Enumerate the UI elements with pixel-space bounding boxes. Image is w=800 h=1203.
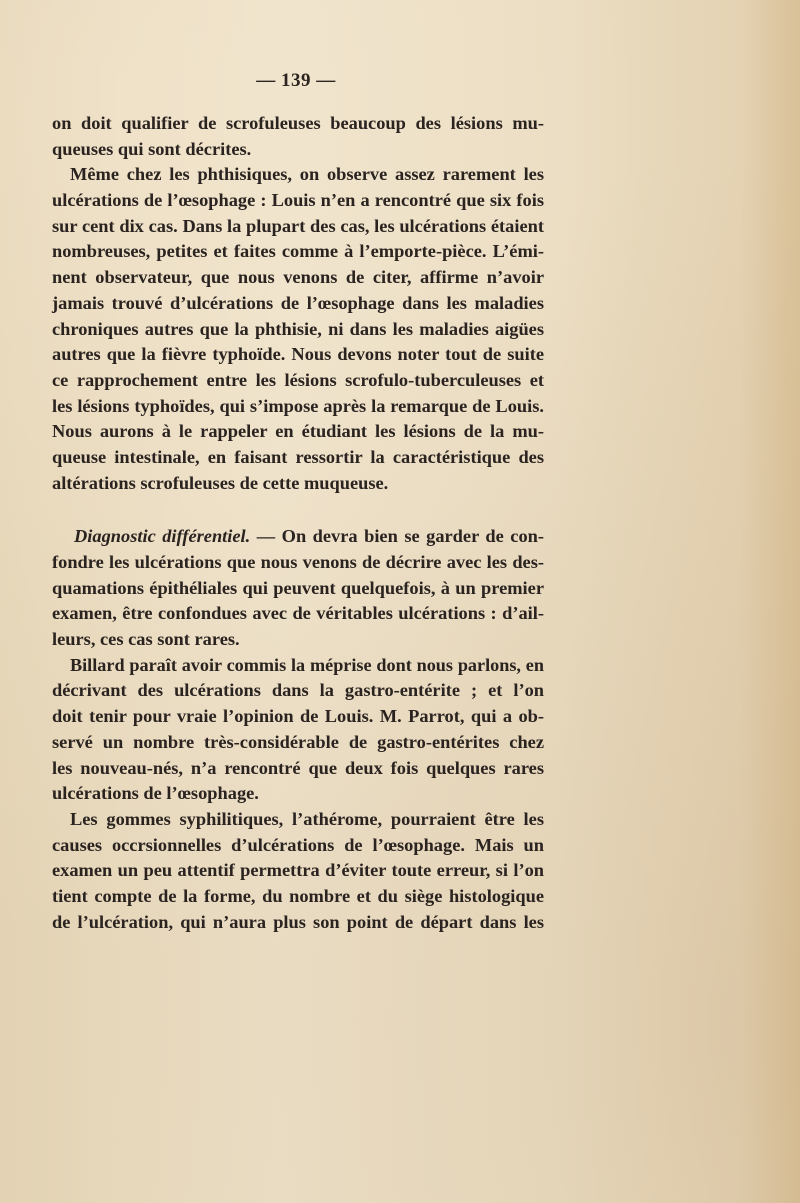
text-run: — On devra bien se garder de con-	[250, 526, 544, 547]
text-line: sur cent dix cas. Dans la plupart des cas, les ulcérations étaient	[52, 215, 544, 236]
text-line: nombreuses, petites et faites comme à l’emporte-pièce. L’émi-	[52, 241, 544, 262]
text-line: causes occrsionnelles d’ulcérations de l’œsophage. Mais un	[52, 834, 544, 855]
text-line: Même chez les phthisiques, on observe assez rarement les	[70, 164, 544, 185]
text-line: fondre les ulcérations que nous venons de décrire avec les des-	[52, 552, 544, 572]
page-body	[52, 111, 544, 935]
text-line: ulcérations de l’œsophage : Louis n’en a rencontré que six fois	[52, 190, 544, 211]
text-line: examen un peu attentif permettra d’éviter toute erreur, si l’on	[52, 860, 544, 881]
text-line: Billard paraît avoir commis la méprise dont nous parlons, en	[70, 654, 544, 675]
text-line: de l’ulcération, qui n’aura plus son point de départ dans les	[52, 911, 544, 932]
text-line: autres que la fièvre typhoïde. Nous devons noter tout de suite	[52, 344, 544, 365]
text-line: les lésions typhoïdes, qui s’impose après la remarque de Louis.	[52, 395, 544, 416]
paragraph	[52, 807, 544, 935]
text-line: queuse intestinale, en faisant ressortir la caractéristique des	[52, 446, 544, 467]
text-line: nent observateur, que nous venons de citer, affirme n’avoir	[52, 267, 544, 288]
section-heading: Diagnostic différentiel.	[74, 526, 251, 547]
page-edge-shading	[740, 0, 800, 1203]
text-line: servé un nombre très-considérable de gastro-entérites chez	[52, 731, 544, 752]
text-line: jamais trouvé d’ulcérations de l’œsophage dans les maladies	[52, 292, 544, 313]
text-line: on doit qualifier de scrofuleuses beaucoup des lésions mu-	[52, 113, 544, 133]
text-line: altérations scrofuleuses de cette muqueuse.	[52, 472, 389, 493]
text-line: les nouveau-nés, n’a rencontré que deux fois quelques rares	[52, 757, 544, 778]
paragraph	[52, 524, 544, 652]
text-line: chroniques autres que la phthisie, ni dans les maladies aigües	[52, 318, 544, 339]
paragraph	[52, 111, 544, 162]
text-line: quamations épithéliales qui peuvent quelquefois, à un premier	[52, 577, 544, 598]
text-line: décrivant des ulcérations dans la gastro-entérite ; et l’on	[52, 680, 544, 701]
text-line: examen, être confondues avec de véritables ulcérations : d’ail-	[52, 603, 544, 624]
paragraph	[52, 653, 544, 807]
text-line: doit tenir pour vraie l’opinion de Louis. M. Parrot, qui a ob-	[52, 706, 544, 727]
text-line: queuses qui sont décrites.	[52, 138, 252, 159]
text-line: tient compte de la forme, du nombre et du siège histologique	[52, 885, 544, 906]
text-line: leurs, ces cas sont rares.	[52, 629, 240, 650]
text-line: ce rapprochement entre les lésions scrofulo-tuberculeuses et	[52, 369, 544, 390]
text-line: Nous aurons à le rappeler en étudiant les lésions de la mu-	[52, 421, 544, 442]
text-line	[52, 524, 544, 550]
page-number: — 139 —	[256, 70, 336, 91]
section-gap	[52, 496, 544, 524]
paragraph	[52, 162, 544, 496]
text-line: Les gommes syphilitiques, l’athérome, pourraient être les	[70, 808, 544, 829]
text-line: ulcérations de l’œsophage.	[52, 783, 259, 804]
